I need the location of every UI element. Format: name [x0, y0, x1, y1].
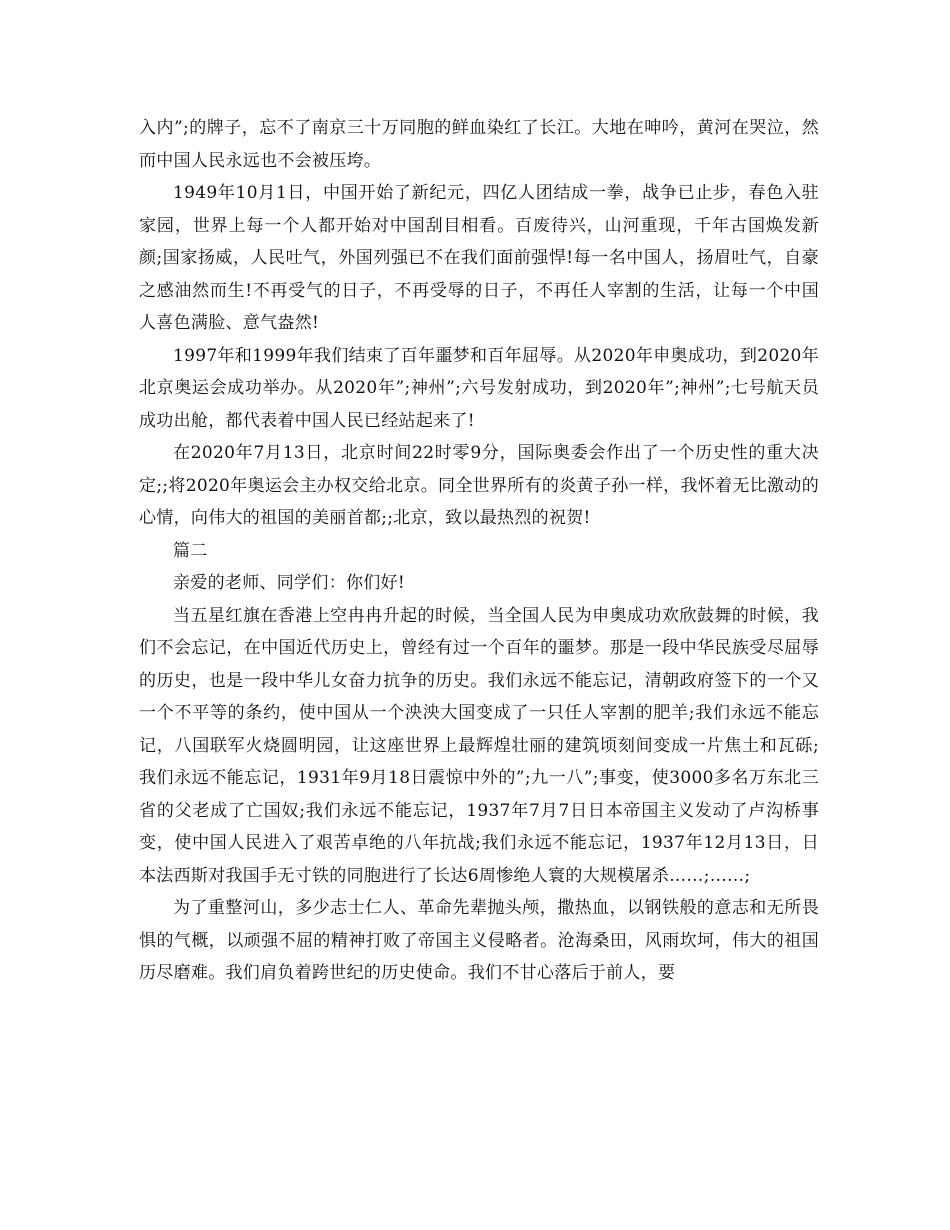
section-heading: 篇二: [173, 540, 208, 561]
document-body: [139, 112, 819, 990]
paragraph-continuation: 入内”;的牌子，忘不了南京三十万同胞的鲜血染红了长江。大地在呻吟，黄河在哭泣，然而中国人民永远也不会被压垮。: [139, 118, 819, 171]
paragraph-history: 当五星红旗在香港上空冉冉升起的时候，当全国人民为申奥成功欢欣鼓舞的时候，我们不会忘记，在中国近代历史上，曾经有过一个百年的噩梦。那是一段中华民族受尽屈辱的历史，也是一段中华儿女奋力抗争的历史。我们永远不能忘记，清朝政府签下的一个又一个不平等的条约，使中国从一个泱泱大国变成了一只任人宰割的肥羊;我们永远不能忘记，八国联军火烧圆明园，让这座世界上最辉煌壮丽的建筑顷刻间变成一片焦土和瓦砾;我们永远不能忘记，1931年9月18日震惊中外的”;九一八”;事变，使3000多名万东北三省的父老成了亡国奴;我们永远不能忘记，1937年7月7日日本帝国主义发动了卢沟桥事变，使中国人民进入了艰苦卓绝的八年抗战;我们永远不能忘记，1937年12月13日，日本法西斯对我国手无寸铁的同胞进行了长达6周惨绝人寰的大规模屠杀……;……;: [139, 605, 819, 886]
greeting: 亲爱的老师、同学们：你们好!: [173, 573, 406, 593]
paragraph-1997: 1997年和1999年我们结束了百年噩梦和百年屈辱。从2020年申奥成功，到2020年北京奥运会成功举办。从2020年”;神州”;六号发射成功，到2020年”;神州”;七号航天员成功出舱，都代表着中国人民已经站起来了!: [139, 345, 819, 431]
paragraph-rebuild: 为了重整河山，多少志士仁人、革命先辈抛头颅，撒热血，以钢铁般的意志和无所畏惧的气概，以顽强不屈的精神打败了帝国主义侵略者。沧海桑田，风雨坎坷，伟大的祖国历尽磨难。我们肩负着跨世纪的历史使命。我们不甘心落后于前人，要: [139, 898, 819, 983]
paragraph-olympics: 在2020年7月13日，北京时间22时零9分，国际奥委会作出了一个历史性的重大决定;;将2020年奥运会主办权交给北京。同全世界所有的炎黄子孙一样，我怀着无比激动的心情，向伟大的祖国的美丽首都;;北京，致以最热烈的祝贺!: [139, 443, 819, 528]
paragraph-1949: 1949年10月1日，中国开始了新纪元，四亿人团结成一拳，战争已止步，春色入驻家园，世界上每一个人都开始对中国刮目相看。百废待兴，山河重现，千年古国焕发新颜;国家扬威，人民吐气，外国列强已不在我们面前强悍!每一名中国人，扬眉吐气，自豪之感油然而生!不再受气的日子，不再受辱的日子，不再任人宰割的生活，让每一个中国人喜色满脸、意气盎然!: [139, 183, 819, 333]
